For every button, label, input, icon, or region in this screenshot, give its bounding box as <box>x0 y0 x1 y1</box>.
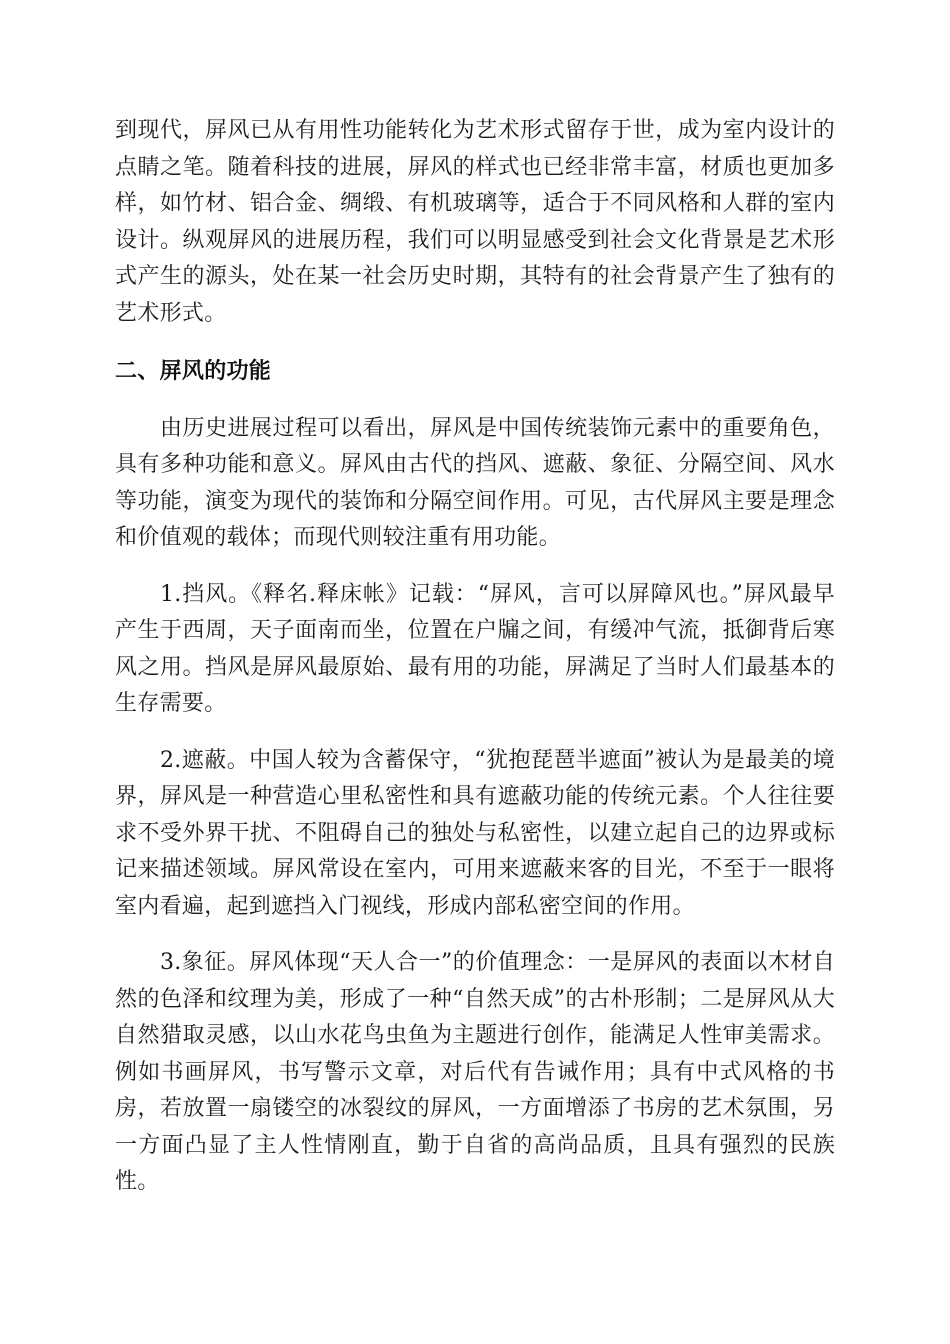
paragraph-symbolism: 3.象征。屏风体现“天人合一”的价值理念：一是屏风的表面以木材自然的色泽和纹理为美，形成了一种“自然天成”的古朴形制；二是屏风从大自然猎取灵感，以山水花鸟虫鱼为主题进行创作，能满足人性审美需求。例如书画屏风，书写警示文章，对后代有告诫作用；具有中式风格的书房，若放置一扇镂空的冰裂纹的屏风，一方面增添了书房的艺术氛围，另一方面凸显了主人性情刚直，勤于自省的高尚品质，且具有强烈的民族性。 <box>115 950 835 1194</box>
paragraph-windbreak: 1.挡风。《释名.释床帐》记载：“屏风，言可以屏障风也。”屏风最早产生于西周，天子面南而坐，位置在户牖之间，有缓冲气流，抵御背后寒风之用。挡风是屏风最原始、最有用的功能，屏满足了当时人们最基本的生存需要。 <box>115 581 835 716</box>
paragraph-overview: 由历史进展过程可以看出，屏风是中国传统装饰元素中的重要角色，具有多种功能和意义。屏风由古代的挡风、遮蔽、象征、分隔空间、风水等功能，演变为现代的装饰和分隔空间作用。可见，古代屏风主要是理念和价值观的载体；而现代则较注重有用功能。 <box>115 415 835 550</box>
paragraph-screening: 2.遮蔽。中国人较为含蓄保守，“犹抱琵琶半遮面”被认为是最美的境界，屏风是一种营造心里私密性和具有遮蔽功能的传统元素。个人往往要求不受外界干扰、不阻碍自己的独处与私密性，以建立起自己的边界或标记来描述领域。屏风常设在室内，可用来遮蔽来客的目光，不至于一眼将室内看遍，起到遮挡入门视线，形成内部私密空间的作用。 <box>115 747 835 919</box>
section-heading: 二、屏风的功能 <box>115 359 272 384</box>
intro-paragraph: 到现代，屏风已从有用性功能转化为艺术形式留存于世，成为室内设计的点睛之笔。随着科技的进展，屏风的样式也已经非常丰富，材质也更加多样，如竹材、铝合金、绸缎、有机玻璃等，适合于不同风格和人群的室内设计。纵观屏风的进展历程，我们可以明显感受到社会文化背景是艺术形式产生的源头，处在某一社会历史时期，其特有的社会背景产生了独有的艺术形式。 <box>115 118 835 326</box>
document-body <box>115 113 835 1201</box>
